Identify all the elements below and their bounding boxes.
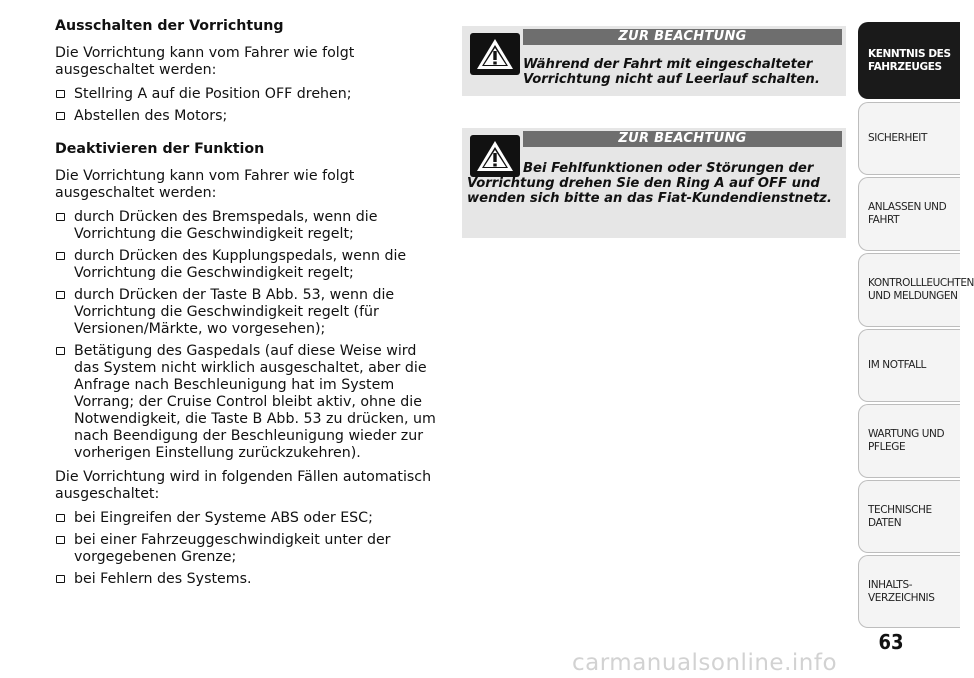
- list-item: durch Drücken des Bremspedals, wenn die Vorrichtung die Geschwindigkeit regelt;: [55, 209, 440, 243]
- section-heading-switch-off: Ausschalten der Vorrichtung: [55, 18, 284, 34]
- warning-box: [462, 128, 846, 238]
- list-item: bei Eingreifen der Systeme ABS oder ESC;: [55, 510, 440, 527]
- paragraph: Die Vorrichtung kann vom Fahrer wie folgt ausgeschaltet werden:: [55, 45, 355, 78]
- warning-header: ZUR BEACHTUNG: [523, 29, 842, 45]
- checkbox-bullet-icon: [56, 347, 65, 355]
- bullet-list: [55, 86, 440, 125]
- page-number: 63: [878, 630, 904, 654]
- warning-triangle-icon: [470, 33, 520, 75]
- bullet-list: [55, 510, 440, 588]
- tab-sicherheit[interactable]: SICHERHEIT: [858, 102, 960, 175]
- tab-anlassen-und-fahrt[interactable]: ANLASSEN UND FAHRT: [858, 177, 960, 251]
- paragraph: Die Vorrichtung wird in folgenden Fällen automatisch ausgeschaltet:: [55, 469, 432, 502]
- list-item: Stellring A auf die Position OFF drehen;: [55, 86, 440, 103]
- checkbox-bullet-icon: [56, 213, 65, 221]
- bullet-list: [55, 209, 440, 462]
- checkbox-bullet-icon: [56, 90, 65, 98]
- tab-wartung-und-pflege[interactable]: WARTUNG UND PFLEGE: [858, 404, 960, 478]
- checkbox-bullet-icon: [56, 575, 65, 583]
- tab-inhaltsverzeichnis[interactable]: INHALTS- VERZEICHNIS: [858, 555, 960, 628]
- list-item: durch Drücken der Taste B Abb. 53, wenn die Vorrichtung die Geschwindigkeit regelt (für Versionen/Märkte, wo vorgesehen);: [55, 287, 440, 338]
- warning-text: Bei Fehlfunktionen oder Störungen der Vorrichtung drehen Sie den Ring A auf OFF und wenden sich bitte an das Fiat-Kundendienstnetz.: [467, 161, 832, 206]
- checkbox-bullet-icon: [56, 291, 65, 299]
- checkbox-bullet-icon: [56, 112, 65, 120]
- watermark-text: carmanualsonline.info: [572, 650, 838, 676]
- list-item: bei Fehlern des Systems.: [55, 571, 440, 588]
- list-item: bei einer Fahrzeuggeschwindigkeit unter der vorgegebenen Grenze;: [55, 532, 440, 566]
- tab-technische-daten[interactable]: TECHNISCHE DATEN: [858, 480, 960, 553]
- tab-im-notfall[interactable]: IM NOTFALL: [858, 329, 960, 402]
- section-heading-deactivate: Deaktivieren der Funktion: [55, 141, 265, 157]
- checkbox-bullet-icon: [56, 252, 65, 260]
- list-item: durch Drücken des Kupplungspedals, wenn die Vorrichtung die Geschwindigkeit regelt;: [55, 248, 440, 282]
- checkbox-bullet-icon: [56, 536, 65, 544]
- list-item: Abstellen des Motors;: [55, 108, 440, 125]
- warning-header: ZUR BEACHTUNG: [523, 131, 842, 147]
- warning-box: [462, 26, 846, 96]
- checkbox-bullet-icon: [56, 514, 65, 522]
- tab-kontrollleuchten[interactable]: KONTROLLLEUCHTEN UND MELDUNGEN: [858, 253, 960, 327]
- warning-text: Während der Fahrt mit eingeschalteter Vorrichtung nicht auf Leerlauf schalten.: [523, 57, 820, 87]
- paragraph: Die Vorrichtung kann vom Fahrer wie folgt ausgeschaltet werden:: [55, 168, 355, 201]
- tab-kenntnis-des-fahrzeuges[interactable]: KENNTNIS DES FAHRZEUGES: [858, 22, 960, 99]
- main-text-column: [55, 18, 440, 595]
- list-item: Betätigung des Gaspedals (auf diese Weise wird das System nicht wirklich ausgeschaltet, aber die Anfrage nach Beschleunigung hat im System Vorrang; der Cruise Control bleibt aktiv, ohne die Notwendigkeit, die Taste B Abb. 53 zu drücken, um nach Beendigung der Beschleunigung wieder zur vorherigen Einstellung zurückzukehren).: [55, 343, 440, 462]
